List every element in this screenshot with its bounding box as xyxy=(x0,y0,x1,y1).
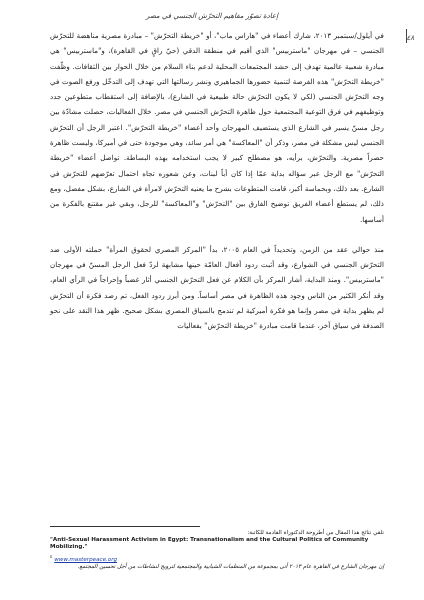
footnotes xyxy=(50,526,384,571)
footnote-2-marker: ٤ xyxy=(50,555,53,560)
footnote-1-title: "Anti-Sexual Harassment Activism in Egypt: Transnationalism and the Cultural Politics of Community Mobilizing." xyxy=(50,537,369,550)
footnote-2-link-line xyxy=(50,554,384,564)
running-header: إعادة تصوّر مفاهيم التحرّش الجنسي في مصر xyxy=(145,12,279,20)
body-text xyxy=(50,28,384,334)
page-number: ٤٨ xyxy=(406,34,414,42)
footnote-1-intro: تلقي نتائج هذا المقال من أطروحة الدكتوراة القادمة للكاتبة: xyxy=(247,530,384,536)
footnote-rule xyxy=(50,526,200,527)
footnote-2-url[interactable]: www.masterpeace.org xyxy=(54,556,118,563)
footnote-2-text: إن مهرجان الشارع في القاهرة عام ٢٠١٣ أتى بمجموعة من المنظمات الشبابية والمجتمعية لترويج لنشاطات من أجل تحسين المجتمع. xyxy=(77,563,384,570)
paragraph-2: منذ حوالي عقد من الزمن، وتحديداً في العام ٢٠٠٥، بدأ "المركز المصري لحقوق المرأة" حملته الأولى ضد التحرّش الجنسي في الشوارع، وقد أثبت ردود أفعال العامّة حينها مشابهة لردّ فعل الرجل المسنّ في مهرجان "ماستربيس". ومنذ البداية، أشار المركز بأن الكلام عن فعل التحرّش الجنسي أثار غضباً وإحراجاً في الرأي العام، وقد أنكر الكثير من الناس وجود هذه الظاهرة في مصر أساساً. ومن أبرز ردود الفعل، تم رصد فكرة أن التحرّش لم يظهر بداية في مصر وإنما هو فكرة أميركية لم تندمج بالسياق المصري بشكل صحيح. ظهر هذا النقد على نحو الصدفة في سياق آخر، عندما قامت مبادرة "خريطة التحرّش" بفعاليات xyxy=(50,244,384,331)
paragraph-1: في أيلول/سبتمبر ٢٠١٣، شارك أعضاء في "هاراس ماب"، أو "خريطة التحرّش" – مبادرة مصرية مناهضة للتحرّش الجنسي – في مهرجان "ماستربيس" الذي أقيم في منطقة الدقي (حيّ راقٍ في القاهرة)، و"ماستربيس" هي مبادرة شعبية عالمية تهدف إلى حشد المجتمعات المحلية لدعم بناء السلام من خلال الحوار بين الثقافات. وظّفت "خريطة التحرّش" هذه الفرصة لتنمية حضورها الجماهيري ونشر رسالتها التي تهدف إلى التدخّل ورفع الصوت في وجه التحرّش الجنسي (لكي لا يكون التحرّش حالة طبيعية في الشارع)، بالإضافة إلى استقطاب متطوعين جدد وتوظيفهم في فرق التوعية المجتمعية حول ظاهرة التحرّش الجنسي في مصر. خلال الفعاليات، حصلت مشادّة بين رجل مسنّ يسير في الشارع الذي يستضيف المهرجان وأحد أعضاء "خريطة التحرّش". اعتبر الرجل أن التحرّش الجنسي ليس مشكلة في مصر، وذكر أن "المعاكسة" هي أمر سائد، وهي موجودة حتى في أميركا، وليست ظاهرة حصراً مصرية. والتحرّش، برأيه، هو مصطلح كبير لا يجب استخدامه بهذه البساطة. تواصل أعضاء "خريطة التحرّش" مع الرجل عبر سؤاله بداية عمّا إذا كان أباً لبنات، وعن شعوره تجاه احتمال تعرّضهم للتحرّش في الشارع. بعد ذلك، وبحماسة أكبر، قامت المتطوعات بشرح ما يعنيه التحرّش لامرأة في الشارع، بشكل مفصل، ومع ذلك، لم يستطع أعضاء الفريق توضيح الفارق بين "التحرّش" و"المعاكسة" للرجل، وبقي غير مقتنع بالفكرة من أساسها. xyxy=(50,31,384,224)
